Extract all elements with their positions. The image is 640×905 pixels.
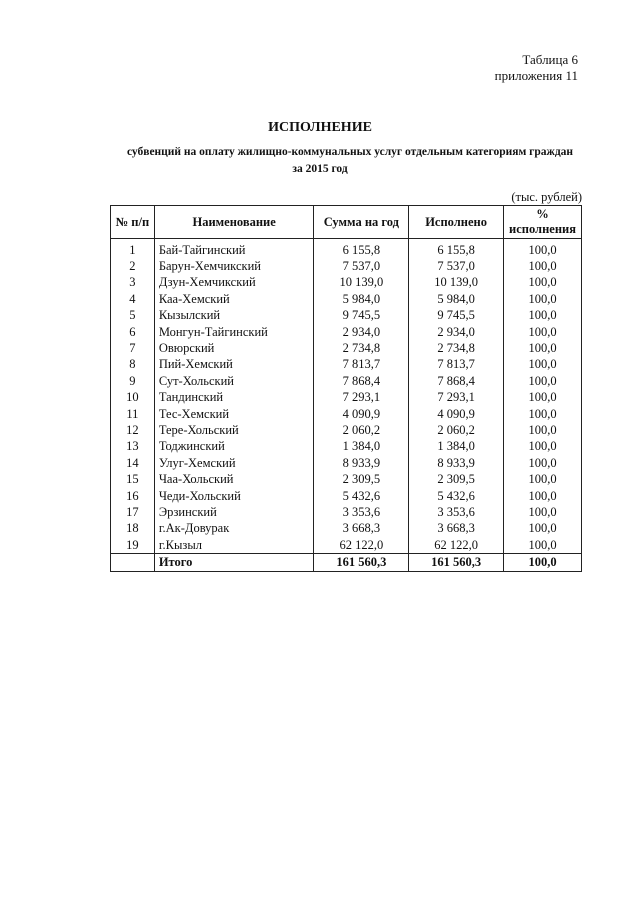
- row-name: Улуг-Хемский: [154, 455, 314, 471]
- row-percent: 100,0: [504, 471, 582, 487]
- row-done: 7 293,1: [409, 390, 504, 406]
- row-percent: 100,0: [504, 488, 582, 504]
- row-plan: 5 432,6: [314, 488, 409, 504]
- row-percent: 100,0: [504, 373, 582, 389]
- row-plan: 62 122,0: [314, 537, 409, 554]
- row-done: 4 090,9: [409, 406, 504, 422]
- row-name: Кызылский: [154, 308, 314, 324]
- page-title: ИСПОЛНЕНИЕ: [268, 120, 372, 135]
- table-row: [111, 373, 582, 389]
- row-percent: 100,0: [504, 239, 582, 259]
- row-number: 8: [111, 357, 155, 373]
- row-name: Овюрский: [154, 340, 314, 356]
- units-label: (тыс. рублей): [511, 190, 582, 204]
- row-number: 16: [111, 488, 155, 504]
- row-number: 15: [111, 471, 155, 487]
- row-plan: 9 745,5: [314, 308, 409, 324]
- table-row: [111, 390, 582, 406]
- row-plan: 3 353,6: [314, 504, 409, 520]
- row-plan: 7 813,7: [314, 357, 409, 373]
- table-row: [111, 521, 582, 537]
- row-name: Пий-Хемский: [154, 357, 314, 373]
- row-name: Чаа-Хольский: [154, 471, 314, 487]
- row-plan: 3 668,3: [314, 521, 409, 537]
- table-row: [111, 455, 582, 471]
- total-percent: 100,0: [504, 554, 582, 571]
- row-name: Сут-Хольский: [154, 373, 314, 389]
- row-percent: 100,0: [504, 275, 582, 291]
- row-plan: 7 868,4: [314, 373, 409, 389]
- subtitle-line-1: субвенций на оплату жилищно-коммунальных услуг отдельным категориям граждан: [126, 146, 574, 158]
- row-name: Дзун-Хемчикский: [154, 275, 314, 291]
- row-percent: 100,0: [504, 390, 582, 406]
- row-done: 8 933,9: [409, 455, 504, 471]
- table-row: [111, 324, 582, 340]
- row-done: 3 353,6: [409, 504, 504, 520]
- row-percent: 100,0: [504, 291, 582, 307]
- table-row: [111, 258, 582, 274]
- row-done: 3 668,3: [409, 521, 504, 537]
- row-plan: 6 155,8: [314, 239, 409, 259]
- row-done: 2 309,5: [409, 471, 504, 487]
- row-done: 1 384,0: [409, 439, 504, 455]
- row-plan: 2 309,5: [314, 471, 409, 487]
- row-percent: 100,0: [504, 422, 582, 438]
- row-name: Барун-Хемчикский: [154, 258, 314, 274]
- header-pct-symbol: %: [536, 207, 549, 221]
- row-percent: 100,0: [504, 357, 582, 373]
- row-percent: 100,0: [504, 340, 582, 356]
- execution-table: [110, 205, 582, 572]
- table-row: [111, 340, 582, 356]
- row-name: Тандинский: [154, 390, 314, 406]
- row-number: 19: [111, 537, 155, 554]
- header-plan: Сумма на год: [314, 206, 409, 239]
- total-row: [111, 554, 582, 571]
- row-done: 10 139,0: [409, 275, 504, 291]
- table-row: [111, 504, 582, 520]
- row-number: 14: [111, 455, 155, 471]
- row-percent: 100,0: [504, 455, 582, 471]
- row-done: 2 934,0: [409, 324, 504, 340]
- row-number: 7: [111, 340, 155, 356]
- row-plan: 2 734,8: [314, 340, 409, 356]
- row-percent: 100,0: [504, 521, 582, 537]
- row-percent: 100,0: [504, 439, 582, 455]
- row-name: Бай-Тайгинский: [154, 239, 314, 259]
- table-row: [111, 471, 582, 487]
- header-done: Исполнено: [409, 206, 504, 239]
- row-plan: 2 934,0: [314, 324, 409, 340]
- subtitle-line-2: за 2015 год: [292, 163, 348, 175]
- row-percent: 100,0: [504, 406, 582, 422]
- row-number: 18: [111, 521, 155, 537]
- total-plan: 161 560,3: [314, 554, 409, 571]
- header-pct-label: исполнения: [509, 222, 576, 236]
- table-row: [111, 488, 582, 504]
- row-percent: 100,0: [504, 504, 582, 520]
- row-name: Каа-Хемский: [154, 291, 314, 307]
- total-done: 161 560,3: [409, 554, 504, 571]
- row-plan: 1 384,0: [314, 439, 409, 455]
- row-done: 9 745,5: [409, 308, 504, 324]
- page-subtitle: [0, 144, 640, 178]
- row-name: г.Кызыл: [154, 537, 314, 554]
- row-done: 5 984,0: [409, 291, 504, 307]
- table-row: [111, 537, 582, 554]
- row-number: 5: [111, 308, 155, 324]
- row-number: 2: [111, 258, 155, 274]
- table-row: [111, 239, 582, 259]
- row-name: г.Ак-Довурак: [154, 521, 314, 537]
- row-number: 4: [111, 291, 155, 307]
- row-done: 62 122,0: [409, 537, 504, 554]
- row-name: Эрзинский: [154, 504, 314, 520]
- row-done: 7 868,4: [409, 373, 504, 389]
- row-number: 1: [111, 239, 155, 259]
- row-done: 5 432,6: [409, 488, 504, 504]
- table-row: [111, 439, 582, 455]
- table-row: [111, 291, 582, 307]
- header-pct: [504, 206, 582, 239]
- row-percent: 100,0: [504, 537, 582, 554]
- row-done: 6 155,8: [409, 239, 504, 259]
- row-name: Тес-Хемский: [154, 406, 314, 422]
- row-plan: 10 139,0: [314, 275, 409, 291]
- table-row: [111, 275, 582, 291]
- row-plan: 2 060,2: [314, 422, 409, 438]
- row-plan: 7 293,1: [314, 390, 409, 406]
- header-num: № п/п: [111, 206, 155, 239]
- row-plan: 5 984,0: [314, 291, 409, 307]
- row-number: 3: [111, 275, 155, 291]
- table-row: [111, 406, 582, 422]
- row-name: Тоджинский: [154, 439, 314, 455]
- row-number: 17: [111, 504, 155, 520]
- row-number: 12: [111, 422, 155, 438]
- row-percent: 100,0: [504, 308, 582, 324]
- row-percent: 100,0: [504, 258, 582, 274]
- row-number: 10: [111, 390, 155, 406]
- header-name: Наименование: [154, 206, 314, 239]
- row-number: 6: [111, 324, 155, 340]
- row-name: Чеди-Хольский: [154, 488, 314, 504]
- total-num: [111, 554, 155, 571]
- table-reference: [495, 52, 578, 84]
- row-done: 2 734,8: [409, 340, 504, 356]
- row-name: Тере-Хольский: [154, 422, 314, 438]
- table-row: [111, 422, 582, 438]
- row-done: 7 813,7: [409, 357, 504, 373]
- appendix-number: приложения 11: [494, 68, 578, 83]
- row-done: 7 537,0: [409, 258, 504, 274]
- row-percent: 100,0: [504, 324, 582, 340]
- row-number: 13: [111, 439, 155, 455]
- row-number: 11: [111, 406, 155, 422]
- row-done: 2 060,2: [409, 422, 504, 438]
- table-header-row: [111, 206, 582, 239]
- row-plan: 7 537,0: [314, 258, 409, 274]
- row-number: 9: [111, 373, 155, 389]
- table-row: [111, 357, 582, 373]
- total-name: Итого: [154, 554, 314, 571]
- row-name: Монгун-Тайгинский: [154, 324, 314, 340]
- table-row: [111, 308, 582, 324]
- table-number: Таблица 6: [522, 52, 578, 67]
- row-plan: 8 933,9: [314, 455, 409, 471]
- row-plan: 4 090,9: [314, 406, 409, 422]
